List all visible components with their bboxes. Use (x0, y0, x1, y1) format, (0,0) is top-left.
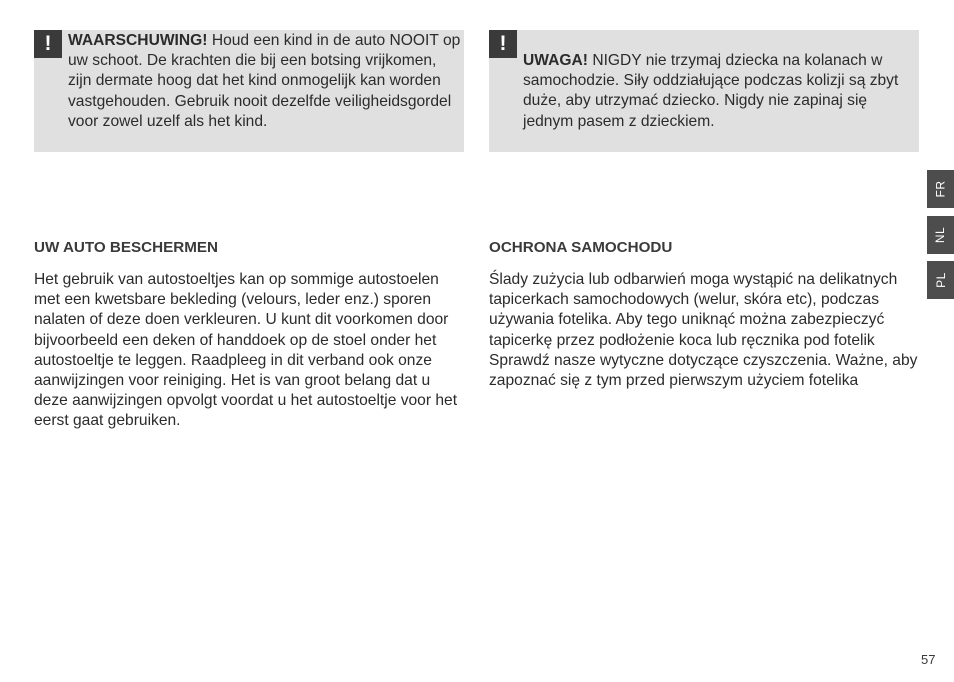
language-tab-fr[interactable] (927, 170, 954, 208)
exclamation-icon: ! (489, 30, 517, 58)
section-title-polish: OCHRONA SAMOCHODU (489, 239, 673, 256)
warning-text-polish (523, 51, 917, 132)
language-tab-pl[interactable] (927, 261, 954, 299)
language-tab-label: FR (933, 180, 948, 198)
section-title-dutch: UW AUTO BESCHERMEN (34, 239, 218, 256)
language-tab-label: NL (933, 226, 948, 244)
warning-heading-polish: UWAGA! (523, 52, 588, 69)
warning-body-dutch: Houd een kind in de auto NOOIT op uw schoot. De krachten die bij een botsing vrijkomen, zijn dermate hoog dat het kind onmogelijk kan worden vastgehouden. Gebruik nooit dezelfde veiligheidsgordel voor zowel uzelf als het kind. (68, 32, 461, 130)
language-tab-nl[interactable] (927, 216, 954, 254)
section-dutch (34, 238, 468, 432)
page-number: 57 (921, 652, 936, 667)
warning-box-polish (489, 30, 919, 152)
warning-box-dutch (34, 30, 464, 152)
section-body-dutch: Het gebruik van autostoeltjes kan op sommige autostoelen met een kwetsbare bekleding (velours, leder enz.) sporen nalaten of deze doen verkleuren. U kunt dit voorkomen door bijvoorbeeld een deken of handdoek op de stoel onder het autostoeltje te leggen. Raadpleeg in dit verband ook onze aanwijzingen voor reiniging. Het is van groot belang dat u deze aanwijzingen opvolgt voordat u het autostoeltje voor het eerst gaat gebruiken. (34, 271, 458, 430)
warning-text-dutch (68, 31, 462, 132)
warning-body-polish: NIGDY nie trzymaj dziecka na kolanach w samochodzie. Siły oddziałujące podczas kolizji są zbyt duże, aby utrzymać dziecko. Nigdy nie zapinaj się jednym pasem z dzieckiem. (523, 52, 899, 130)
language-tab-label: PL (933, 272, 948, 288)
section-body-polish: Ślady zużycia lub odbarwień moga wystąpić na delikatnych tapicerkach samochodowych (welur, skóra etc), podczas używania fotelika. Aby tego uniknąć można zabezpieczyć tapicerkę przez podłożenie koca lub ręcznika pod fotelik Sprawdź nasze wytyczne dotyczące czyszczenia. Ważne, aby zapoznać się z tym przed pierwszym użyciem fotelika (489, 271, 918, 390)
section-polish (489, 238, 919, 391)
warning-heading-dutch: WAARSCHUWING! (68, 32, 208, 49)
exclamation-icon: ! (34, 30, 62, 58)
